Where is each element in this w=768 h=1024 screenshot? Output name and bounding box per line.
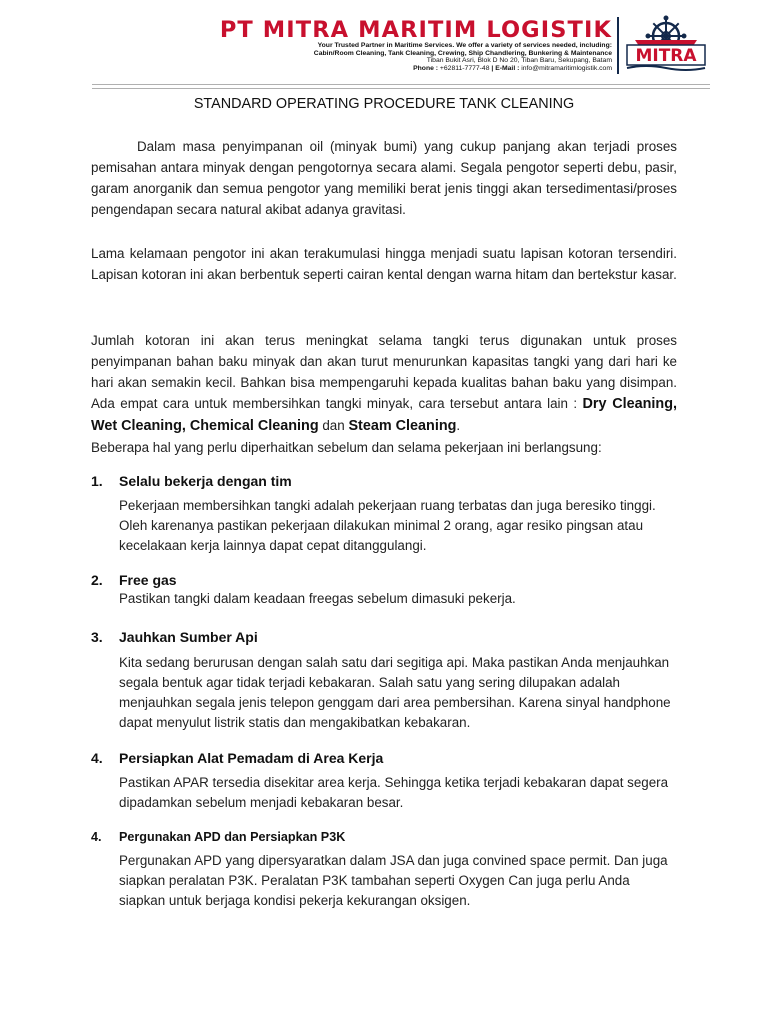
cleaning-method-steam: Steam Cleaning [348, 418, 457, 434]
item-title [91, 571, 177, 589]
item-heading: Free gas [119, 572, 177, 588]
company-name: PT MITRA MARITIM LOGISTIK [219, 17, 612, 43]
methods-period: . [456, 418, 461, 433]
paragraph-3 [91, 330, 677, 437]
cleaning-methods: Dry Cleaning, Wet Cleaning, Chemical Cleaning [91, 396, 677, 434]
letterhead [0, 0, 768, 90]
item-body: Pergunakan APD yang dipersyaratkan dalam JSA dan juga convined space permit. Dan juga siapkan peralatan P3K. Peralatan P3K tambahan seperti Oxygen Can juga perlu Anda siapkan untuk berjaga kondisi pekerja kekurangan oksigen. [119, 853, 668, 908]
item-heading: Pergunakan APD dan Persiapkan P3K [119, 830, 346, 844]
header-rule [92, 84, 710, 89]
email-label: E-Mail : [495, 64, 520, 72]
item-number: 1. [91, 473, 103, 489]
item-title [91, 628, 258, 646]
item-heading: Selalu bekerja dengan tim [119, 473, 292, 489]
item-number: 4. [91, 750, 103, 766]
contact-separator: | [491, 64, 494, 72]
tagline: Your Trusted Partner in Maritime Services. We offer a variety of services needed, including: [317, 42, 612, 49]
paragraph-2: Lama kelamaan pengotor ini akan terakumulasi hingga menjadi suatu lapisan kotoran tersendiri. Lapisan kotoran ini akan berbentuk seperti cairan kental dengan warna hitam dan bertekstur kasar. [91, 246, 677, 282]
paragraph-1: Dalam masa penyimpanan oil (minyak bumi) yang cukup panjang akan terjadi proses pemisahan antara minyak dengan pengotornya secara alami. Segala pengotor seperti debu, pasir, garam anorganik dan semua pengotor yang memiliki berat jenis tinggi akan tersedimentasi/proses pengendapan secara natural akibat adanya gravitasi. [91, 139, 677, 217]
item-body: Pekerjaan membersihkan tangki adalah pekerjaan ruang terbatas dan juga beresiko tinggi. Oleh karenanya pastikan pekerjaan dilakukan minimal 2 orang, agar resiko pingsan atau kecelakaan kerja lainnya dapat cepat ditanggulangi. [119, 498, 656, 553]
item-body: Pastikan tangki dalam keadaan freegas sebelum dimasuki pekerja. [119, 591, 516, 606]
contact-line [192, 65, 612, 73]
item-title [91, 472, 292, 490]
item-title [91, 828, 345, 846]
item-body: Pastikan APAR tersedia disekitar area kerja. Sehingga ketika terjadi kebakaran dapat segera dipadamkan sebelum menjadi kebakaran besar. [119, 775, 669, 810]
company-logo [621, 14, 711, 78]
company-address: Tiban Bukit Asri, Blok D No 20, Tiban Baru, Sekupang, Batam [426, 57, 612, 64]
services-list: Cabin/Room Cleaning, Tank Cleaning, Crewing, Ship Chandlering, Bunkering & Maintenance [313, 49, 612, 57]
logo-text: MITRA [635, 46, 697, 66]
header-divider [617, 17, 619, 74]
phone-label: Phone : [413, 64, 439, 72]
methods-conjunction: dan [318, 418, 349, 433]
item-number: 2. [91, 572, 103, 588]
paragraph-3-text: Jumlah kotoran ini akan terus meningkat selama tangki terus digunakan untuk proses penyimpanan bahan baku minyak dan akan turut menurunkan kapasitas tangki yang dari hari ke hari akan semakin kecil. Bahkan bisa mempengaruhi kepada kualitas bahan baku yang disimpan. Ada empat cara untuk membersihkan tangki minyak, cara tersebut antara lain : [91, 333, 677, 411]
item-body: Kita sedang berurusan dengan salah satu dari segitiga api. Maka pastikan Anda menjauhkan segala bentuk agar tidak terjadi kebakaran. Salah satu yang sering dilupakan adalah menjauhkan segala jenis telepon genggam dari area pembersihan. Karena sinyal handphone dapat menyulut listrik statis dan mengakibatkan kebakaran. [119, 655, 671, 730]
item-heading: Jauhkan Sumber Api [119, 629, 258, 645]
item-heading: Persiapkan Alat Pemadam di Area Kerja [119, 750, 384, 766]
item-number: 3. [91, 629, 103, 645]
email-address: info@mitramaritimlogistik.com [521, 64, 612, 72]
company-info [192, 18, 612, 72]
item-title [91, 749, 383, 767]
items-intro: Beberapa hal yang perlu diperhaitkan sebelum dan selama pekerjaan ini berlangsung: [91, 440, 602, 455]
phone-number: +62811-7777-48 [439, 64, 490, 72]
item-number: 4. [91, 830, 102, 844]
document-title: STANDARD OPERATING PROCEDURE TANK CLEANING [193, 96, 575, 112]
